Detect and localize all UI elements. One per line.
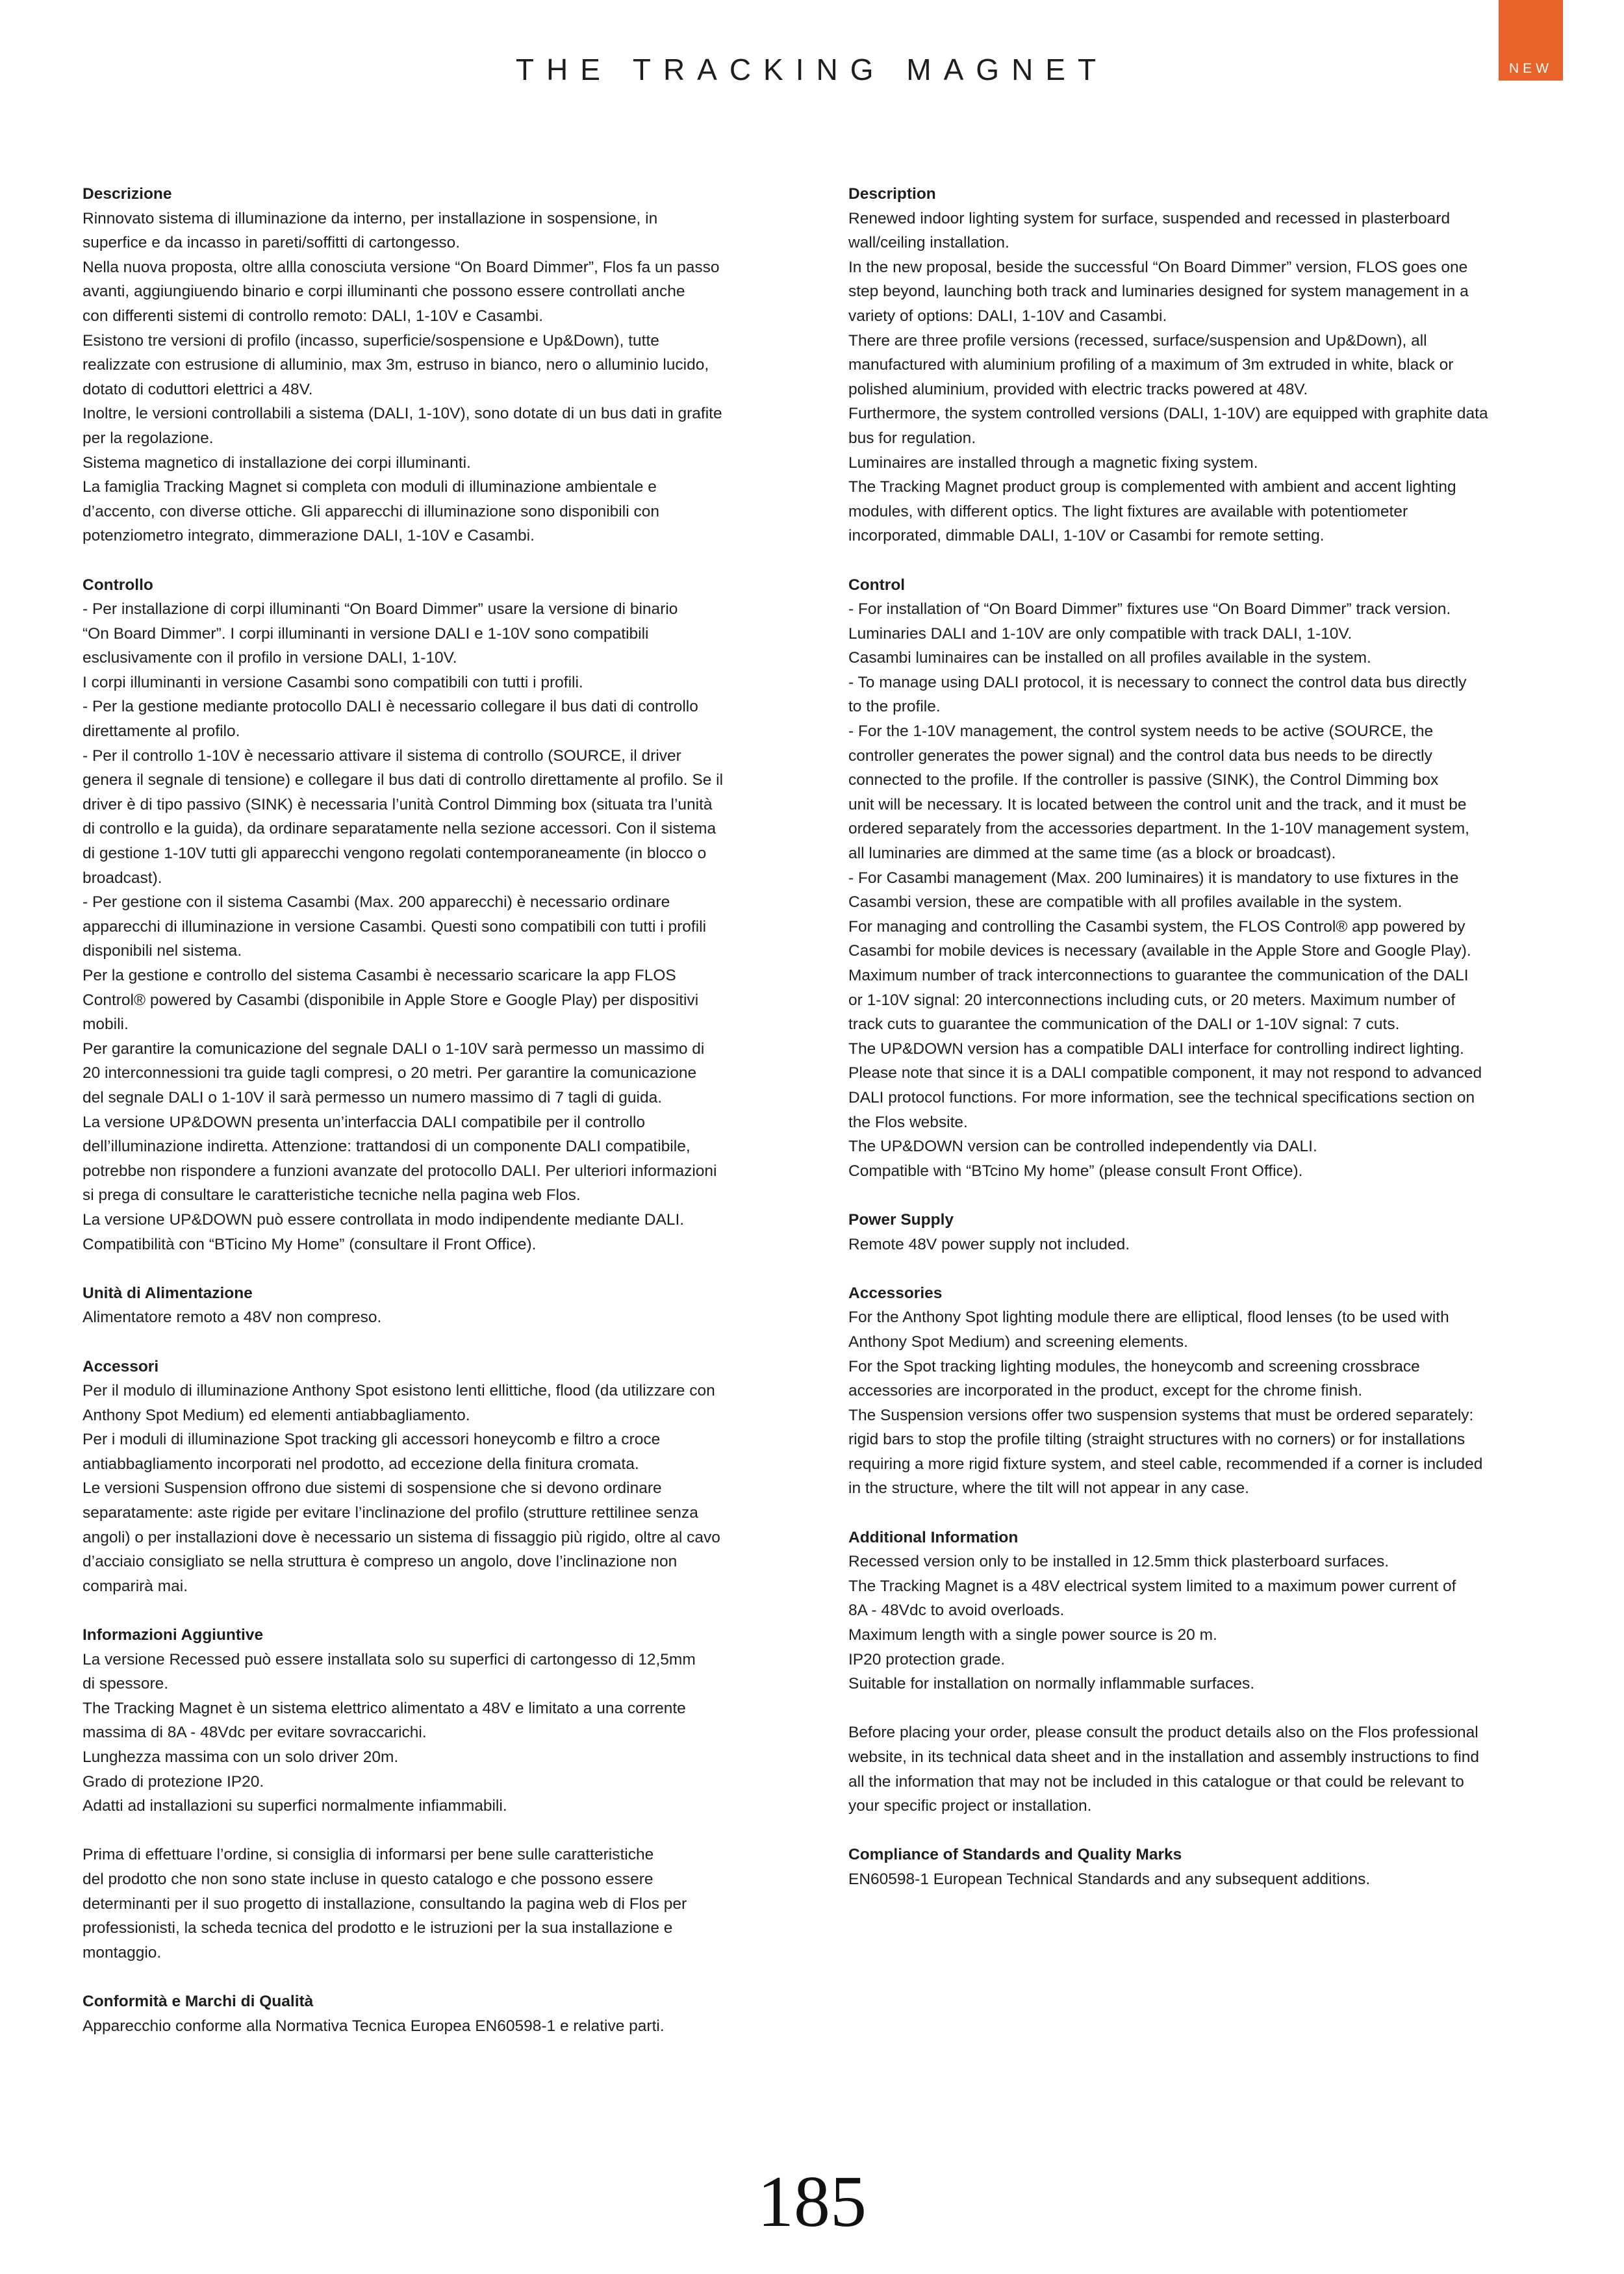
text-line: 8A - 48Vdc to avoid overloads. (848, 1602, 1065, 1620)
text-line: Per la gestione e controllo del sistema Casambi è necessario scaricare la app FLOS (82, 967, 676, 984)
text-line: - Per il controllo 1-10V è necessario attivare il sistema di controllo (SOURCE, il driver (82, 747, 681, 765)
text-line: mobili. (82, 1016, 129, 1034)
text-line: del segnale DALI o 1-10V il sarà permesso un numero massimo di 7 tagli di guida. (82, 1088, 663, 1106)
text-line: determinanti per il suo progetto di installazione, consultando la pagina web di Flos per (82, 1895, 687, 1913)
text-section (82, 1281, 818, 1330)
new-badge-label: NEW (1509, 61, 1553, 76)
text-line: potenziometro integrato, dimmerazione DALI, 1-10V e Casambi. (82, 527, 535, 545)
section-heading: Additional Information (848, 1528, 1019, 1546)
text-line: bus for regulation. (848, 429, 976, 447)
page-number: 185 (757, 2162, 867, 2242)
text-line: disponibili nel sistema. (82, 942, 242, 960)
text-section (82, 1843, 818, 1965)
text-section (82, 1623, 818, 1819)
text-section (848, 1281, 1584, 1501)
text-line: incorporated, dimmable DALI, 1-10V or Casambi for remote setting. (848, 527, 1325, 545)
text-line: - For Casambi management (Max. 200 luminaires) it is mandatory to use fixtures in the (848, 869, 1459, 887)
text-line: Le versioni Suspension offrono due sistemi di sospensione che si devono ordinare (82, 1479, 662, 1498)
text-line: The Suspension versions offer two suspension systems that must be ordered separately: (848, 1406, 1474, 1424)
text-line: Remote 48V power supply not included. (848, 1235, 1130, 1253)
text-line: - For the 1-10V management, the control system needs to be active (SOURCE, the (848, 722, 1434, 741)
text-section (82, 573, 818, 1257)
text-line: con differenti sistemi di controllo remoto: DALI, 1-10V e Casambi. (82, 307, 544, 325)
text-line: - Per installazione di corpi illuminanti “On Board Dimmer” usare la versione di binario (82, 600, 678, 619)
text-line: Casambi version, these are compatible with all profiles available in the system. (848, 893, 1402, 912)
text-line: “On Board Dimmer”. I corpi illuminanti in versione DALI e 1-10V sono compatibili (82, 624, 649, 643)
text-line: The UP&DOWN version has a compatible DALI interface for controlling indirect lighting. (848, 1040, 1464, 1058)
text-line: Compatible with “BTcino My home” (please consult Front Office). (848, 1162, 1303, 1180)
text-line: ordered separately from the accessories department. In the 1-10V management system, (848, 820, 1469, 838)
text-line: polished aluminium, provided with electric tracks powered at 48V. (848, 380, 1308, 398)
text-line: realizzate con estrusione di alluminio, max 3m, estruso in bianco, nero o alluminio lucido, (82, 356, 709, 374)
text-section (848, 1720, 1584, 1818)
section-heading: Descrizione (82, 185, 172, 203)
text-line: professionisti, la scheda tecnica del prodotto e le istruzioni per la sua installazione e (82, 1919, 673, 1937)
text-line: In the new proposal, beside the successful “On Board Dimmer” version, FLOS goes one (848, 258, 1468, 276)
text-line: genera il segnale di tensione) e collegare il bus dati di controllo direttamente al profilo. Se il (82, 771, 724, 789)
text-line: superfice e da incasso in pareti/soffitti di cartongesso. (82, 234, 461, 252)
text-line: Sistema magnetico di installazione dei corpi illuminanti. (82, 454, 471, 472)
text-line: Luminaries DALI and 1-10V are only compatible with track DALI, 1-10V. (848, 624, 1352, 643)
text-line: unit will be necessary. It is located between the control unit and the track, and it must be (848, 795, 1467, 813)
text-line: Casambi for mobile devices is necessary (available in the Apple Store and Google Play). (848, 942, 1471, 960)
text-line: the Flos website. (848, 1113, 968, 1131)
text-line: accessories are incorporated in the product, except for the chrome finish. (848, 1382, 1363, 1400)
text-line: Per i moduli di illuminazione Spot tracking gli accessori honeycomb e filtro a croce (82, 1431, 661, 1449)
text-line: Prima di effettuare l’ordine, si consiglia di informarsi per bene sulle caratteristiche (82, 1846, 654, 1864)
text-section (848, 1843, 1584, 1891)
text-line: to the profile. (848, 698, 941, 716)
text-line: DALI protocol functions. For more information, see the technical specifications section on (848, 1088, 1475, 1106)
text-line: Anthony Spot Medium) ed elementi antiabbagliamento. (82, 1406, 470, 1424)
text-section (848, 1526, 1584, 1696)
text-line: Apparecchio conforme alla Normativa Tecnica Europea EN60598-1 e relative parti. (82, 2017, 665, 2035)
text-line: The Tracking Magnet is a 48V electrical system limited to a maximum power current of (848, 1577, 1456, 1595)
text-line: di controllo e la guida), da ordinare separatamente nella sezione accessori. Con il sistema (82, 820, 717, 838)
text-line: massima di 8A - 48Vdc per evitare sovraccarichi. (82, 1724, 427, 1742)
text-line: - For installation of “On Board Dimmer” fixtures use “On Board Dimmer” track version. (848, 600, 1451, 619)
text-line: del prodotto che non sono state incluse in questo catalogo e che possono essere (82, 1870, 653, 1888)
section-heading: Informazioni Aggiuntive (82, 1626, 264, 1644)
text-line: apparecchi di illuminazione in versione Casambi. Questi sono compatibili con tutti i profili (82, 917, 707, 936)
text-line: - Per la gestione mediante protocollo DALI è necessario collegare il bus dati di controllo (82, 698, 698, 716)
text-line: variety of options: DALI, 1-10V and Casambi. (848, 307, 1167, 325)
text-line: 20 interconnessioni tra guide tagli compresi, o 20 metri. Per garantire la comunicazione (82, 1064, 697, 1082)
text-line: driver è di tipo passivo (SINK) è necessaria l’unità Control Dimming box (situata tra l’unità (82, 795, 713, 813)
text-line: Esistono tre versioni di profilo (incasso, superficie/sospensione e Up&Down), tutte (82, 331, 659, 350)
text-line: website, in its technical data sheet and in the installation and assembly instructions to find (848, 1748, 1480, 1766)
text-line: Furthermore, the system controlled versions (DALI, 1-10V) are equipped with graphite data (848, 405, 1488, 423)
text-line: La famiglia Tracking Magnet si completa con moduli di illuminazione ambientale e (82, 478, 657, 496)
text-section (82, 1989, 818, 2038)
text-line: Compatibilità con “BTicino My Home” (consultare il Front Office). (82, 1235, 537, 1253)
text-line: wall/ceiling installation. (848, 234, 1009, 252)
text-line: Lunghezza massima con un solo driver 20m. (82, 1748, 399, 1766)
text-line: Recessed version only to be installed in 12.5mm thick plasterboard surfaces. (848, 1553, 1389, 1571)
text-line: modules, with different optics. The light fixtures are available with potentiometer (848, 502, 1408, 520)
text-line: I corpi illuminanti in versione Casambi sono compatibili con tutti i profili. (82, 673, 583, 691)
text-line: d’acciaio consigliato se nella struttura è compreso un angolo, dove l’inclinazione non (82, 1553, 678, 1571)
text-line: connected to the profile. If the controller is passive (SINK), the Control Dimming box (848, 771, 1439, 789)
text-line: Control® powered by Casambi (disponibile in Apple Store e Google Play) per dispositivi (82, 991, 699, 1009)
text-line: rigid bars to stop the profile tilting (straight structures with no corners) or for installations (848, 1431, 1465, 1449)
page-title: THE TRACKING MAGNET (515, 53, 1109, 86)
text-line: La versione Recessed può essere installata solo su superfici di cartongesso di 12,5mm (82, 1650, 696, 1668)
section-heading: Accessori (82, 1357, 159, 1375)
text-line: in the structure, where the tilt will not appear in any case. (848, 1479, 1249, 1498)
text-line: The Tracking Magnet è un sistema elettrico alimentato a 48V e limitato a una corrente (82, 1699, 686, 1717)
text-line: Suitable for installation on normally inflammable surfaces. (848, 1675, 1255, 1693)
text-line: all the information that may not be included in this catalogue or that could be relevant to (848, 1772, 1464, 1791)
text-line: si prega di consultare le caratteristiche tecniche nella pagina web Flos. (82, 1186, 581, 1205)
text-line: step beyond, launching both track and luminaries designed for system management in a (848, 283, 1469, 301)
text-line: - To manage using DALI protocol, it is necessary to connect the control data bus directly (848, 673, 1467, 691)
text-line: angoli) o per installazioni dove è necessario un sistema di fissaggio più rigido, oltre al cavo (82, 1528, 720, 1546)
text-line: Rinnovato sistema di illuminazione da interno, per installazione in sospensione, in (82, 209, 658, 227)
text-line: avanti, aggiungiuendo binario e corpi illuminanti che possono essere controllati anche (82, 283, 685, 301)
text-line: Before placing your order, please consult the product details also on the Flos professional (848, 1724, 1478, 1742)
text-line: antiabbagliamento incorporati nel prodotto, ad eccezione della finitura cromata. (82, 1455, 639, 1473)
text-line: EN60598-1 European Technical Standards and any subsequent additions. (848, 1870, 1371, 1888)
text-line: direttamente al profilo. (82, 722, 240, 741)
section-heading: Power Supply (848, 1210, 954, 1229)
text-line: separatamente: aste rigide per evitare l’inclinazione del profilo (strutture rettilinee senza (82, 1504, 698, 1522)
text-line: track cuts to guarantee the communication of the DALI or 1-10V signal: 7 cuts. (848, 1016, 1400, 1034)
text-line: Casambi luminaires can be installed on all profiles available in the system. (848, 649, 1371, 667)
section-heading: Control (848, 576, 906, 594)
text-line: Adatti ad installazioni su superfici normalmente infiammabili. (82, 1797, 507, 1815)
section-heading: Accessories (848, 1284, 943, 1302)
text-line: Per il modulo di illuminazione Anthony Spot esistono lenti ellittiche, flood (da utilizzare con (82, 1382, 715, 1400)
text-section (82, 182, 818, 548)
text-line: La versione UP&DOWN presenta un’interfaccia DALI compatibile per il controllo (82, 1113, 646, 1131)
text-line: Luminaires are installed through a magnetic fixing system. (848, 454, 1258, 472)
text-line: La versione UP&DOWN può essere controllata in modo indipendente mediante DALI. (82, 1210, 685, 1229)
text-line: Nella nuova proposta, oltre allla conosciuta versione “On Board Dimmer”, Flos fa un passo (82, 258, 720, 276)
text-line: dell’illuminazione indiretta. Attenzione: trattandosi di un componente DALI compatibile, (82, 1138, 691, 1156)
text-section (848, 573, 1584, 1184)
text-section (82, 1355, 818, 1599)
text-line: esclusivamente con il profilo in versione DALI, 1-10V. (82, 649, 457, 667)
section-heading: Controllo (82, 576, 153, 594)
text-line: Grado di protezione IP20. (82, 1772, 264, 1791)
text-line: The Tracking Magnet product group is complemented with ambient and accent lighting (848, 478, 1456, 496)
text-line: comparirà mai. (82, 1577, 188, 1595)
text-line: per la regolazione. (82, 429, 214, 447)
text-line: montaggio. (82, 1943, 162, 1961)
text-line: Renewed indoor lighting system for surface, suspended and recessed in plasterboard (848, 209, 1451, 227)
new-badge (1499, 0, 1563, 81)
text-section (848, 1208, 1584, 1257)
text-line: d’accento, con diverse ottiche. Gli apparecchi di illuminazione sono disponibili con (82, 502, 659, 520)
section-heading: Compliance of Standards and Quality Marks (848, 1846, 1182, 1864)
text-line: There are three profile versions (recessed, surface/suspension and Up&Down), all (848, 331, 1427, 350)
text-line: Please note that since it is a DALI compatible component, it may not respond to advanced (848, 1064, 1482, 1082)
text-line: broadcast). (82, 869, 162, 887)
text-line: Inoltre, le versioni controllabili a sistema (DALI, 1-10V), sono dotate di un bus dati in grafite (82, 405, 722, 423)
text-section (848, 182, 1584, 548)
text-line: The UP&DOWN version can be controlled independently via DALI. (848, 1138, 1317, 1156)
text-line: dotato di coduttori elettrici a 48V. (82, 380, 313, 398)
text-line: Anthony Spot Medium) and screening elements. (848, 1333, 1188, 1351)
text-line: IP20 protection grade. (848, 1650, 1006, 1668)
text-line: di spessore. (82, 1675, 169, 1693)
text-line: or 1-10V signal: 20 interconnections including cuts, or 20 meters. Maximum number of (848, 991, 1456, 1009)
text-line: - Per gestione con il sistema Casambi (Max. 200 apparecchi) è necessario ordinare (82, 893, 670, 912)
text-line: manufactured with aluminium profiling of a maximum of 3m extruded in white, black or (848, 356, 1454, 374)
text-line: For managing and controlling the Casambi system, the FLOS Control® app powered by (848, 917, 1465, 936)
text-line: all luminaries are dimmed at the same time (as a block or broadcast). (848, 845, 1336, 863)
section-heading: Unità di Alimentazione (82, 1284, 253, 1302)
italian-column (82, 182, 818, 2063)
section-heading: Description (848, 185, 936, 203)
text-line: controller generates the power signal) and the control data bus needs to be directly (848, 747, 1432, 765)
text-line: requiring a more rigid fixture system, and steel cable, recommended if a corner is included (848, 1455, 1483, 1473)
text-line: For the Anthony Spot lighting module there are elliptical, flood lenses (to be used with (848, 1309, 1449, 1327)
text-line: di gestione 1-10V tutti gli apparecchi vengono regolati contemporaneamente (in blocco o (82, 845, 707, 863)
text-line: For the Spot tracking lighting modules, the honeycomb and screening crossbrace (848, 1357, 1420, 1375)
text-line: Maximum number of track interconnections to guarantee the communication of the DALI (848, 967, 1469, 984)
text-line: potrebbe non rispondere a funzioni avanzate del protocollo DALI. Per ulteriori informazioni (82, 1162, 717, 1180)
section-heading: Conformità e Marchi di Qualità (82, 1992, 314, 2010)
english-column (848, 182, 1584, 1916)
text-line: your specific project or installation. (848, 1797, 1092, 1815)
text-line: Per garantire la comunicazione del segnale DALI o 1-10V sarà permesso un massimo di (82, 1040, 705, 1058)
text-line: Alimentatore remoto a 48V non compreso. (82, 1309, 382, 1327)
text-line: Maximum length with a single power source is 20 m. (848, 1626, 1217, 1644)
